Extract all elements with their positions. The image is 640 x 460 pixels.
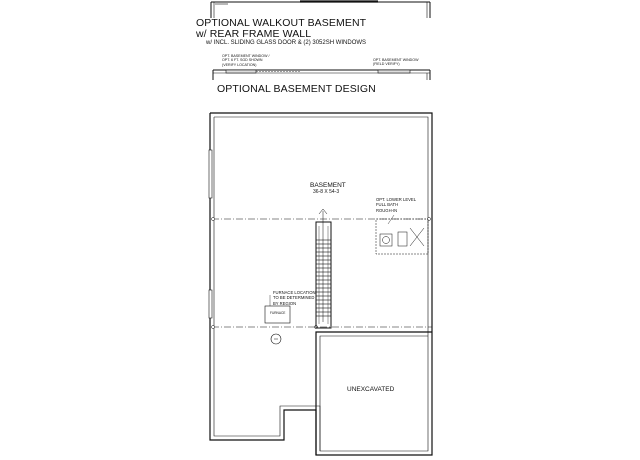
walkout-note: w/ INCL. SLIDING GLASS DOOR & (2) 3052SH WINDOWS xyxy=(206,40,367,46)
walkout-left-note-line: OPT. 6 FT. SGD SHOWN xyxy=(222,58,263,63)
beam-lines xyxy=(212,219,432,327)
stairway xyxy=(316,209,331,328)
bath-note-line: FULL BATH xyxy=(376,202,399,208)
furnace-note xyxy=(273,290,316,306)
bath-note-line: ROUGH-IN xyxy=(376,207,398,213)
basement-design-strip xyxy=(213,70,430,80)
walkout-title: OPTIONAL WALKOUT BASEMENT xyxy=(196,17,367,29)
walkout-wall-strip xyxy=(211,2,430,19)
basement-room-name: BASEMENT xyxy=(310,182,346,189)
walkout-left-note xyxy=(222,54,269,67)
walkout-subtitle: w/ REAR FRAME WALL xyxy=(196,28,312,40)
furnace-note-line: BY REGION xyxy=(273,300,297,306)
bath-note-line: OPT. LOWER LEVEL xyxy=(376,197,417,202)
basement-room-dimension: 36-8 X 54-3 xyxy=(313,189,340,195)
furnace-label: FURNACE xyxy=(270,311,286,315)
walkout-right-note-line: OPT. BASEMENT WINDOW xyxy=(373,58,419,62)
design-title: OPTIONAL BASEMENT DESIGN xyxy=(217,83,376,95)
walkout-left-note-line: (VERIFY LOCATION) xyxy=(222,62,257,67)
walkout-right-note-line: (FIELD VERIFY) xyxy=(373,62,400,67)
walkout-right-note xyxy=(373,58,418,67)
walkout-left-note-line: OPT. BASEMENT WINDOW / xyxy=(222,54,270,58)
bath-rough-in xyxy=(376,215,428,254)
unexcavated-room-name: UNEXCAVATED xyxy=(347,386,395,393)
bath-note xyxy=(376,197,416,213)
furnace-note-line: FURNACE LOCATION xyxy=(273,290,316,295)
furnace-note-line: TO BE DETERMINED xyxy=(273,295,315,301)
